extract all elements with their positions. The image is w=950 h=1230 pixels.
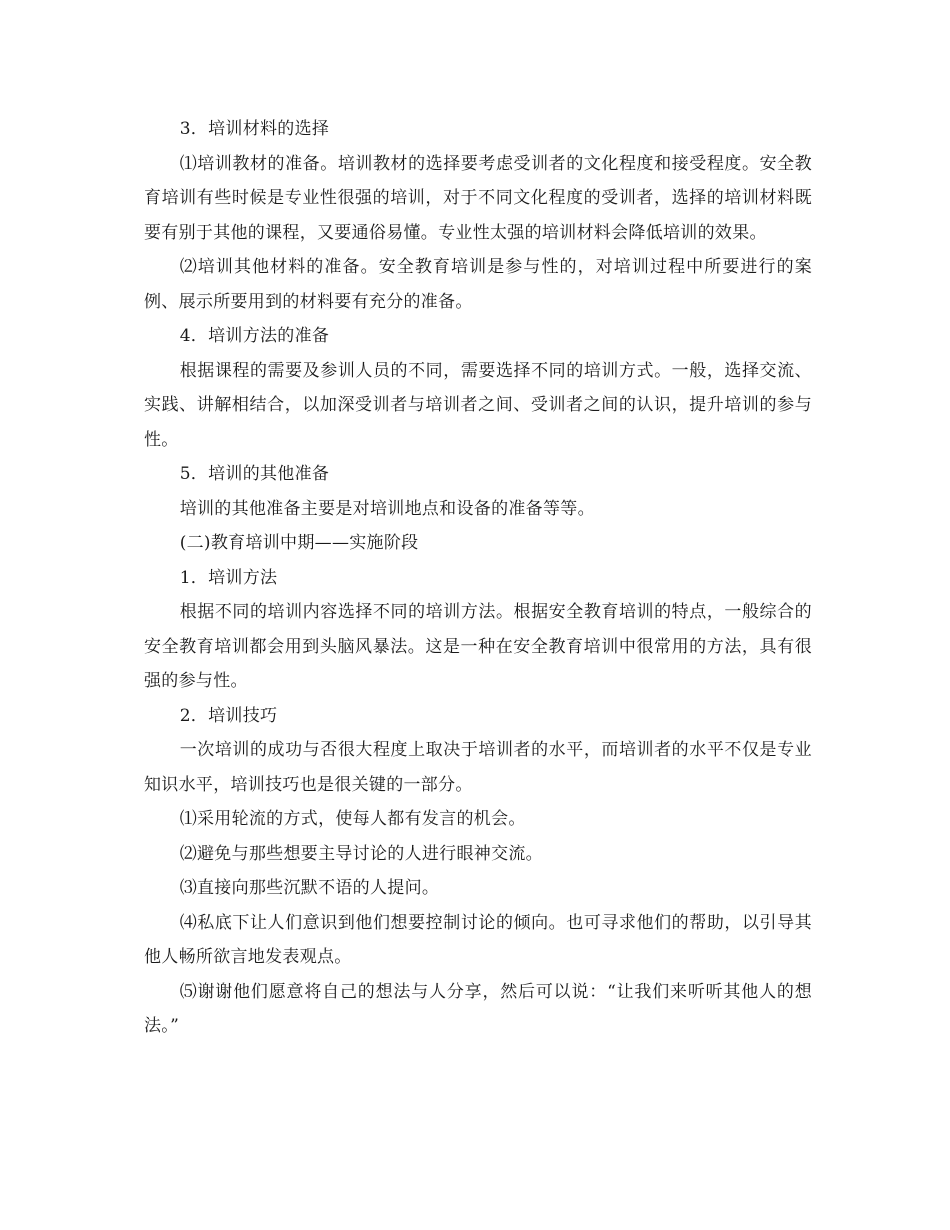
paragraph-other-prep: 培训的其他准备主要是对培训地点和设备的准备等等。 — [179, 498, 595, 519]
section-heading-3: 3．培训材料的选择 — [179, 119, 330, 139]
section-heading-4: 4．培训方法的准备 — [179, 326, 330, 346]
list-item-1: ⑴采用轮流的方式，使每人都有发言的机会。 — [179, 809, 526, 829]
list-item-2: ⑵避免与那些想要主导讨论的人进行眼神交流。 — [179, 843, 543, 864]
paragraph-trainer-skill: 一次培训的成功与否很大程度上取决于培训者的水平，而培训者的水平不仅是专业知识水平，培训技巧也是很关键的一部分。 — [144, 740, 812, 795]
list-item-5: ⑸谢谢他们愿意将自己的想法与人分享，然后可以说：“让我们来听听其他人的想法。” — [144, 981, 812, 1036]
document-body — [144, 112, 812, 1044]
paragraph-brainstorming: 根据不同的培训内容选择不同的培训方法。根据安全教育培训的特点，一般综合的安全教育培训都会用到头脑风暴法。这是一种在安全教育培训中很常用的方法，具有很强的参与性。 — [144, 602, 812, 691]
paragraph-training-methods-prep: 根据课程的需要及参训人员的不同，需要选择不同的培训方式。一般，选择交流、实践、讲解相结合，以加深受训者与培训者之间、受训者之间的认识，提升培训的参与性。 — [144, 360, 812, 450]
list-item-4: ⑷私底下让人们意识到他们想要控制讨论的倾向。也可寻求他们的帮助，以引导其他人畅所欲言地发表观点。 — [144, 912, 812, 967]
paragraph-training-materials: ⑴培训教材的准备。培训教材的选择要考虑受训者的文化程度和接受程度。安全教育培训有些时候是专业性很强的培训，对于不同文化程度的受训者，选择的培训材料既要有别于其他的课程，又要通俗易懂。专业性太强的培训材料会降低培训的效果。 — [144, 153, 812, 243]
section-heading-5: 5．培训的其他准备 — [179, 464, 330, 484]
section-heading-2-skills: 2．培训技巧 — [179, 705, 278, 726]
list-item-3: ⑶直接向那些沉默不语的人提问。 — [179, 878, 440, 898]
section-heading-implementation: (二)教育培训中期——实施阶段 — [179, 533, 419, 553]
section-heading-1-methods: 1．培训方法 — [179, 567, 278, 588]
paragraph-other-materials: ⑵培训其他材料的准备。安全教育培训是参与性的，对培训过程中所要进行的案例、展示所要用到的材料要有充分的准备。 — [144, 257, 812, 312]
